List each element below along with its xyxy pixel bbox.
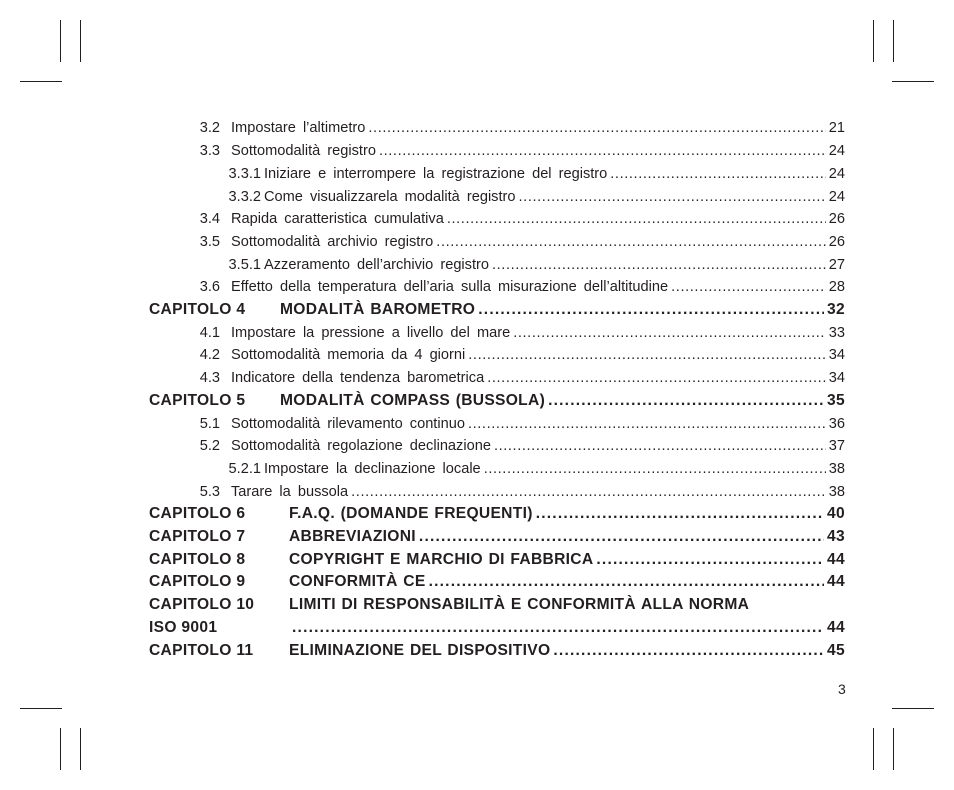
toc-entry-number: 3.3.2 <box>228 188 261 205</box>
crop-mark <box>873 728 874 770</box>
toc-dot-leader <box>429 574 824 590</box>
crop-mark <box>893 20 894 62</box>
toc-dot-leader <box>492 258 826 273</box>
toc-entry-number: 3.6 <box>199 279 220 296</box>
toc-entry[interactable] <box>149 228 845 250</box>
crop-mark <box>892 81 934 82</box>
toc-dot-leader <box>513 326 826 341</box>
toc-entry[interactable] <box>149 273 845 295</box>
toc-entry-title: MODALITÀ COMPASS (BUSSOLA) <box>280 391 546 409</box>
toc-dot-leader <box>468 417 826 432</box>
crop-mark <box>60 728 61 770</box>
crop-mark <box>80 728 81 770</box>
toc-entry-title: F.A.Q. (DOMANDE FREQUENTI) <box>289 505 533 523</box>
toc-entry[interactable] <box>149 386 845 408</box>
toc-entry-title: Sottomodalità archivio registro <box>231 233 434 250</box>
toc-dot-leader <box>419 529 824 545</box>
toc-entry-page: 38 <box>828 460 845 477</box>
toc-entry-page: 24 <box>828 165 845 182</box>
toc-entry-title: LIMITI DI RESPONSABILITÀ E CONFORMITÀ ALLA NORMA <box>289 596 750 614</box>
toc-entry-number: 5.2.1 <box>228 460 261 477</box>
toc-entry-number: 3.3.1 <box>228 165 261 182</box>
toc-entry-title: Sottomodalità regolazione declinazione <box>231 438 491 455</box>
toc-entry-number: 3.5.1 <box>228 256 261 273</box>
toc-entry-page: 24 <box>828 143 845 160</box>
toc-entry[interactable] <box>149 432 845 454</box>
toc-entry-number: 4.3 <box>199 370 220 387</box>
toc-entry[interactable] <box>149 114 845 136</box>
crop-mark <box>60 20 61 62</box>
toc-entry-title: Sottomodalità memoria da 4 giorni <box>231 347 466 364</box>
toc-dot-leader <box>494 439 826 454</box>
toc-entry-number: 5.2 <box>199 438 220 455</box>
toc-entry-page: 33 <box>828 324 845 341</box>
toc-entry-page: 34 <box>828 347 845 364</box>
toc-entry[interactable] <box>149 318 845 340</box>
toc-entry-number: ISO 9001 <box>149 618 218 636</box>
toc-entry-title: Sottomodalità rilevamento continuo <box>231 415 465 432</box>
toc-entry[interactable] <box>149 455 845 477</box>
toc-entry-number: 3.3 <box>199 143 220 160</box>
toc-entry-number: 3.5 <box>199 233 220 250</box>
toc-entry-number: CAPITOLO 11 <box>149 641 254 659</box>
toc-dot-leader <box>487 371 826 386</box>
toc-entry-page: 43 <box>827 528 845 545</box>
toc-entry[interactable] <box>149 613 845 635</box>
toc-dot-leader <box>484 462 826 477</box>
toc-dot-leader <box>447 212 826 227</box>
toc-entry-title: Iniziare e interrompere la registrazione del registro <box>264 165 608 182</box>
toc-dot-leader <box>536 506 824 522</box>
toc-entry-page: 32 <box>827 301 845 318</box>
toc-entry-number: CAPITOLO 8 <box>149 550 246 568</box>
toc-dot-leader <box>596 552 824 568</box>
toc-dot-leader <box>368 121 825 136</box>
toc-dot-leader <box>292 620 824 636</box>
toc-dot-leader <box>548 393 824 409</box>
toc-dot-leader <box>379 144 826 159</box>
toc-entry-number: 3.4 <box>199 211 220 228</box>
toc-entry-page: 34 <box>828 370 845 387</box>
toc-dot-leader <box>519 190 826 205</box>
toc-dot-leader <box>478 302 824 318</box>
toc-entry-title: Impostare l’altimetro <box>231 120 366 137</box>
toc-entry-page: 44 <box>827 573 845 591</box>
toc-entry[interactable] <box>149 409 845 431</box>
toc-dot-leader <box>468 348 826 363</box>
toc-entry-number: CAPITOLO 9 <box>149 573 246 591</box>
toc-entry-title: Tarare la bussola <box>231 483 349 500</box>
toc-entry-title: ELIMINAZIONE DEL DISPOSITIVO <box>289 641 551 659</box>
toc-entry[interactable] <box>149 500 845 522</box>
toc-entry[interactable] <box>149 205 845 227</box>
toc-entry[interactable] <box>149 477 845 499</box>
page-number: 3 <box>838 681 846 697</box>
crop-mark <box>20 81 62 82</box>
toc-dot-leader <box>610 167 825 182</box>
toc-entry-number: 4.2 <box>199 347 220 364</box>
toc-entry-number: CAPITOLO 10 <box>149 596 255 614</box>
toc-dot-leader <box>553 643 824 659</box>
toc-entry[interactable] <box>149 296 845 318</box>
toc-entry[interactable] <box>149 523 845 545</box>
toc-entry-title: COPYRIGHT E MARCHIO DI FABBRICA <box>289 550 594 568</box>
toc-entry[interactable] <box>149 545 845 567</box>
toc-entry[interactable] <box>149 250 845 272</box>
crop-mark <box>873 20 874 62</box>
toc-entry-number: CAPITOLO 4 <box>149 301 246 318</box>
toc-entry-title: Sottomodalità registro <box>231 143 376 160</box>
toc-entry-title: Azzeramento dell’archivio registro <box>264 256 489 273</box>
toc-entry-number: 5.1 <box>199 415 220 432</box>
toc-entry-page: 28 <box>828 279 845 296</box>
toc-entry-title: MODALITÀ BAROMETRO <box>280 301 476 318</box>
crop-mark <box>20 708 62 709</box>
toc-entry-title: Rapida caratteristica cumulativa <box>231 211 444 228</box>
toc-entry[interactable] <box>149 568 845 590</box>
toc-entry-number: CAPITOLO 7 <box>149 528 246 545</box>
crop-mark <box>893 728 894 770</box>
toc-entry[interactable] <box>149 591 845 613</box>
toc-entry-title: ABBREVIAZIONI <box>289 528 416 545</box>
toc-entry[interactable] <box>149 341 845 363</box>
toc-entry[interactable] <box>149 636 845 658</box>
toc-entry-title: CONFORMITÀ CE <box>289 573 426 591</box>
toc-entry[interactable] <box>149 159 845 181</box>
toc-dot-leader <box>671 280 826 295</box>
toc-entry-title: Impostare la pressione a livello del mare <box>231 324 511 341</box>
crop-mark <box>892 708 934 709</box>
toc-entry-number: CAPITOLO 6 <box>149 505 246 523</box>
toc-entry-number: 4.1 <box>199 324 220 341</box>
toc-entry-page: 27 <box>828 256 845 273</box>
toc-entry-page: 40 <box>827 505 845 523</box>
toc-entry-title: Impostare la declinazione locale <box>264 460 481 477</box>
crop-mark <box>80 20 81 62</box>
toc-entry-page: 36 <box>828 415 845 432</box>
toc-entry-number: 5.3 <box>199 483 220 500</box>
toc-entry-number: 3.2 <box>199 120 220 137</box>
toc-entry[interactable] <box>149 364 845 386</box>
toc-entry-page: 26 <box>828 233 845 250</box>
toc-entry-page: 21 <box>828 120 845 137</box>
toc-entry-page: 38 <box>828 483 845 500</box>
toc-entry-page: 44 <box>827 550 845 568</box>
toc-dot-leader <box>436 235 825 250</box>
toc-entry-number: CAPITOLO 5 <box>149 391 246 409</box>
toc-entry-page: 44 <box>827 618 845 636</box>
toc-entry-title: Effetto della temperatura dell’aria sulla misurazione dell’altitudine <box>231 279 669 296</box>
toc-dot-leader <box>351 485 826 500</box>
toc-entry-page: 24 <box>828 188 845 205</box>
toc-entry-title: Indicatore della tendenza barometrica <box>231 370 485 387</box>
toc-entry-page: 37 <box>828 438 845 455</box>
toc-entry-title: Come visualizzarela modalità registro <box>264 188 516 205</box>
toc-entry-page: 26 <box>828 211 845 228</box>
toc-entry[interactable] <box>149 137 845 159</box>
toc-entry-page: 35 <box>827 391 845 409</box>
toc-entry[interactable] <box>149 182 845 204</box>
toc-entry-page: 45 <box>827 641 845 659</box>
